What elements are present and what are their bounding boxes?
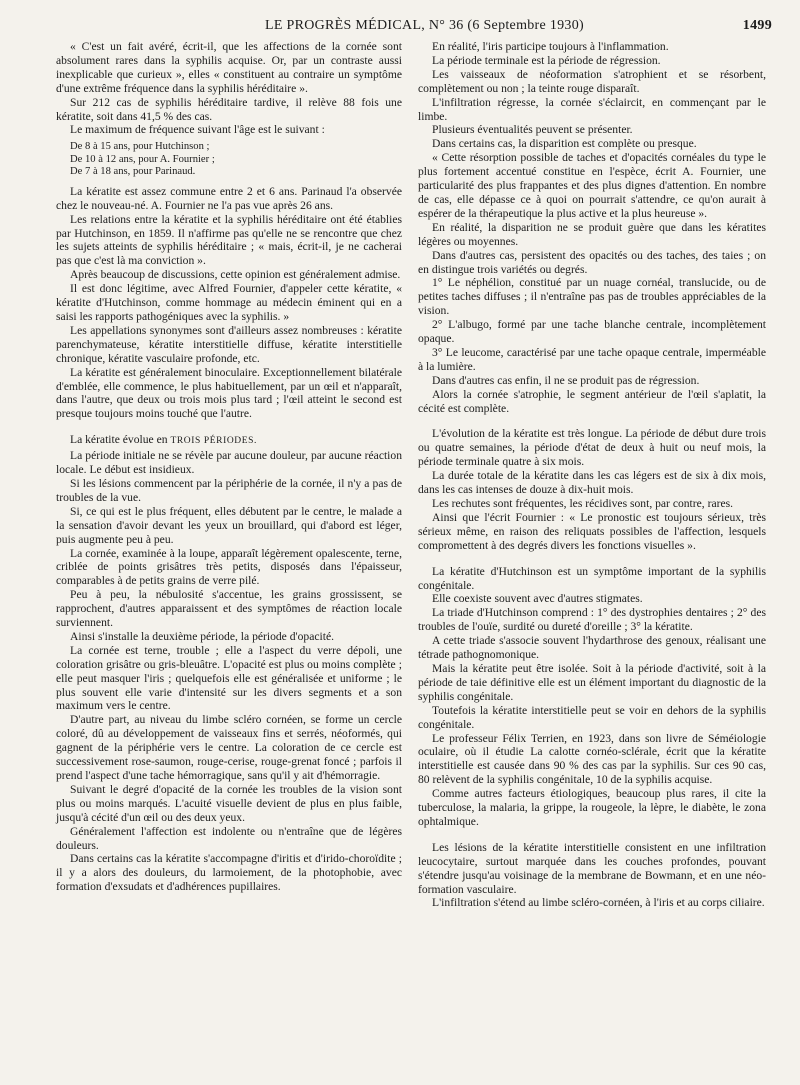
paragraph: Généralement l'affection est indolente ou n'entraîne que de légères douleurs. — [56, 824, 402, 852]
paragraph: Dans d'autres cas, persistent des opacités ou des taches, des taies ; on en distingue trois variétés ou degrés. — [418, 248, 766, 276]
paragraph: D'autre part, au niveau du limbe scléro cornéen, se forme un cercle coloré, dû au développement de vaisseaux fins et serrés, néoformés, qui gagnent de la périphérie vers le centre. La coloration de ce cercle est successivement rose-saumon, rouge-cerise, rouge-grenat foncé ; parfois il prend l'aspect d'une tache hémorragique, sans qu'il y ait d'hémorragie. — [56, 713, 402, 782]
paragraph: Mais la kératite peut être isolée. Soit à la période d'activité, soit à la période de taie définitive elle est un élément important du diagnostic de la syphilis congénitale. — [418, 661, 766, 703]
paragraph: 1° Le néphélion, constitué par un nuage cornéal, translucide, ou de petites taches diffuses ; il n'entraîne pas pas de troubles appréciables de la vision. — [418, 276, 766, 318]
paragraph: La triade d'Hutchinson comprend : 1° des dystrophies dentaires ; 2° des troubles de l'ouïe, surdité ou dureté d'oreille ; 3° la kératite. — [418, 606, 766, 634]
paragraph: Les appellations synonymes sont d'ailleurs assez nombreuses : kératite parenchymateuse, kératite interstitielle diffuse, kératite interstitielle chronique, kératite vasculaire profonde, etc. — [56, 323, 402, 365]
paragraph: Dans certains cas, la disparition est complète ou presque. — [432, 137, 697, 151]
small-caps-text: TROIS PÉRIODES. — [170, 436, 258, 447]
paragraph: Après beaucoup de discussions, cette opinion est généralement admise. — [70, 268, 401, 282]
paragraph: Suivant le degré d'opacité de la cornée les troubles de la vision sont plus ou moins marqués. L'acuité visuelle devient de plus en plus faible, jusqu'à cécité d'un œil ou des deux yeux. — [56, 782, 402, 824]
left-column — [56, 40, 402, 894]
paragraph: La période initiale ne se révèle par aucune douleur, par aucune réaction locale. Le début est insidieux. — [56, 449, 402, 477]
paragraph: La période terminale est la période de régression. — [432, 53, 661, 67]
paragraph: Sur 212 cas de syphilis héréditaire tardive, il relève 88 fois une kératite, soit dans 41,5 % des cas. — [56, 95, 402, 123]
paragraph: Les relations entre la kératite et la syphilis héréditaire ont été établies par Hutchinson, en 1859. Il n'affirme pas qu'elle ne se rencontre que chez les sujets atteints de syphilis héréditaire ; « mais, écrit-il, je ne cacherai pas que c'est là ma conviction ». — [56, 212, 402, 268]
paragraph: Dans certains cas la kératite s'accompagne d'iritis et d'irido-choroïdite ; il y a alors des douleurs, du larmoiement, de la photophobie, avec formation d'exsudats et d'adhérences pupillaires. — [56, 852, 402, 894]
paragraph: L'infiltration régresse, la cornée s'éclaircit, en commençant par le limbe. — [418, 95, 766, 123]
paragraph: Les lésions de la kératite interstitielle consistent en une infiltration leucocytaire, surtout marquée dans les couches profondes, pouvant s'étendre jusqu'au voisinage de la membrane de Bowmann, et en une néo-formation vasculaire. — [418, 840, 766, 896]
paragraph: L'évolution de la kératite est très longue. La période de début dure trois ou quatre semaines, la période d'état de deux à huit ou neuf mois, la période terminale quatre à six mois. — [418, 427, 766, 469]
paragraph: Plusieurs éventualités peuvent se présenter. — [432, 123, 633, 137]
list-item: De 7 à 18 ans, pour Parinaud. — [70, 166, 196, 178]
journal-title: LE PROGRÈS MÉDICAL, N° 36 (6 Septembre 1930) — [265, 18, 584, 33]
paragraph: 3° Le leucome, caractérisé par une tache opaque centrale, imperméable à la lumière. — [418, 345, 766, 373]
right-column — [418, 40, 766, 910]
paragraph: La kératite d'Hutchinson est un symptôme important de la syphilis congénitale. — [418, 564, 766, 592]
paragraph: Les rechutes sont fréquentes, les récidives sont, par contre, rares. — [432, 497, 734, 510]
paragraph: Le professeur Félix Terrien, en 1923, dans son livre de Séméiologie oculaire, où il étudie La calotte cornéo-sclérale, écrit que la kératite interstitielle est causée dans 90 % des cas par la syphilis. Sur ces 90 cas, 80 relèvent de la syphilis congénitale, 10 de la syphilis acquise. — [418, 731, 766, 787]
list-item: De 8 à 15 ans, pour Hutchinson ; — [70, 141, 210, 153]
paragraph: La kératite est généralement binoculaire. Exceptionnellement bilatérale d'emblée, elle commence, le plus habituellement, par un œil et n'apparaît, dans l'autre, que deux ou trois mois plus tard ; l'œil atteint le second est presque toujours moins touché que l'autre. — [56, 365, 402, 421]
paragraph: La kératite est assez commune entre 2 et 6 ans. Parinaud l'a observée chez le nouveau-né. A. Fournier ne l'a pas vue après 26 ans. — [56, 184, 402, 212]
paragraph: Les vaisseaux de néoformation s'atrophient et se résorbent, complètement ou non ; la teinte rouge disparaît. — [418, 67, 766, 95]
paragraph: « Cette résorption possible de taches et d'opacités cornéales du type le plus fortement accentué constitue en l'espèce, écrit A. Fournier, une particularité des plus frappantes et des plus dignes d'attention. En nombre de cas, elle dépasse ce à quoi on pourrait s'attendre, ce qu'on aurait à espérer de la thérapeutique la plus active et la plus heureuse ». — [418, 151, 766, 220]
paragraph: Si, ce qui est le plus fréquent, elles débutent par le centre, le malade a la sensation d'avoir devant les yeux un brouillard, qui d'abord est léger, puis augmente peu à peu. — [56, 504, 402, 546]
age-list — [70, 141, 402, 179]
list-item: De 10 à 12 ans, pour A. Fournier ; — [70, 153, 215, 165]
paragraph: 2° L'albugo, formé par une tache blanche centrale, incomplètement opaque. — [418, 318, 766, 346]
paragraph: En réalité, la disparition ne se produit guère que dans les kératites légères ou moyennes. — [418, 220, 766, 248]
paragraph: Peu à peu, la nébulosité s'accentue, les grains grossissent, se rapprochent, d'autres apparaissent et des symptômes de réaction locale surviennent. — [56, 588, 402, 630]
paragraph: Toutefois la kératite interstitielle peut se voir en dehors de la syphilis congénitale. — [418, 703, 766, 731]
paragraph — [56, 433, 402, 449]
paragraph: Elle coexiste souvent avec d'autres stigmates. — [432, 592, 643, 606]
paragraph: Dans d'autres cas enfin, il ne se produit pas de régression. — [432, 373, 700, 387]
running-header — [55, 10, 772, 36]
paragraph: L'infiltration s'étend au limbe scléro-cornéen, à l'iris et au corps ciliaire. — [432, 896, 765, 910]
paragraph: Il est donc légitime, avec Alfred Fournier, d'appeler cette kératite, « kératite d'Hutchinson, comme hommage au médecin éminent qui en a saisi les rapports pathogéniques avec la syphilis. » — [56, 282, 402, 323]
paragraph: « C'est un fait avéré, écrit-il, que les affections de la cornée sont absolument rares dans la syphilis acquise. Or, par un contraste aussi inexplicable que curieux », elles « constituent au contraire un symptôme d'une extrême fréquence dans la syphilis héréditaire ». — [56, 40, 402, 95]
paragraph: La durée totale de la kératite dans les cas légers est de six à dix mois, dans les cas intenses de douze à dix-huit mois. — [418, 469, 766, 497]
paragraph: Si les lésions commencent par la périphérie de la cornée, il n'y a pas de troubles de la vue. — [56, 476, 402, 504]
paragraph: Comme autres facteurs étiologiques, beaucoup plus rares, il cite la tuberculose, la malaria, la grippe, la rougeole, la lèpre, le diabète, le zona ophtalmique. — [418, 787, 766, 828]
paragraph-lead: La kératite évolue en — [70, 433, 168, 447]
paragraph: Ainsi que l'écrit Fournier : « Le pronostic est toujours sérieux, très sérieux même, en raison des reliquats possibles de l'affection, lesquels compromettent à des degrés divers les fonctions visuelles ». — [418, 510, 766, 552]
page-number: 1499 — [742, 18, 772, 33]
paragraph: La cornée est terne, trouble ; elle a l'aspect du verre dépoli, une coloration grisâtre ou gris-bleuâtre. L'opacité est plus ou moins complète ; elle peut masquer l'iris ; quelquefois elle est généralisée et uniforme ; le plus souvent elle varie d'intensité sur les divers segments et a son maximum vers le centre. — [56, 643, 402, 713]
paragraph: La cornée, examinée à la loupe, apparaît légèrement opalescente, terne, criblée de points grisâtres très petits, disposés dans l'épaisseur, comparables à de petits grains de verre pilé. — [56, 546, 402, 588]
paragraph: A cette triade s'associe souvent l'hydarthrose des genoux, réalisant une tétrade pathognomonique. — [418, 634, 766, 662]
paragraph: Alors la cornée s'atrophie, le segment antérieur de l'œil s'aplatit, la cécité est complète. — [418, 387, 766, 415]
paragraph: En réalité, l'iris participe toujours à l'inflammation. — [432, 40, 669, 53]
paragraph: Ainsi s'installe la deuxième période, la période d'opacité. — [70, 629, 334, 643]
paragraph: Le maximum de fréquence suivant l'âge est le suivant : — [70, 123, 325, 137]
